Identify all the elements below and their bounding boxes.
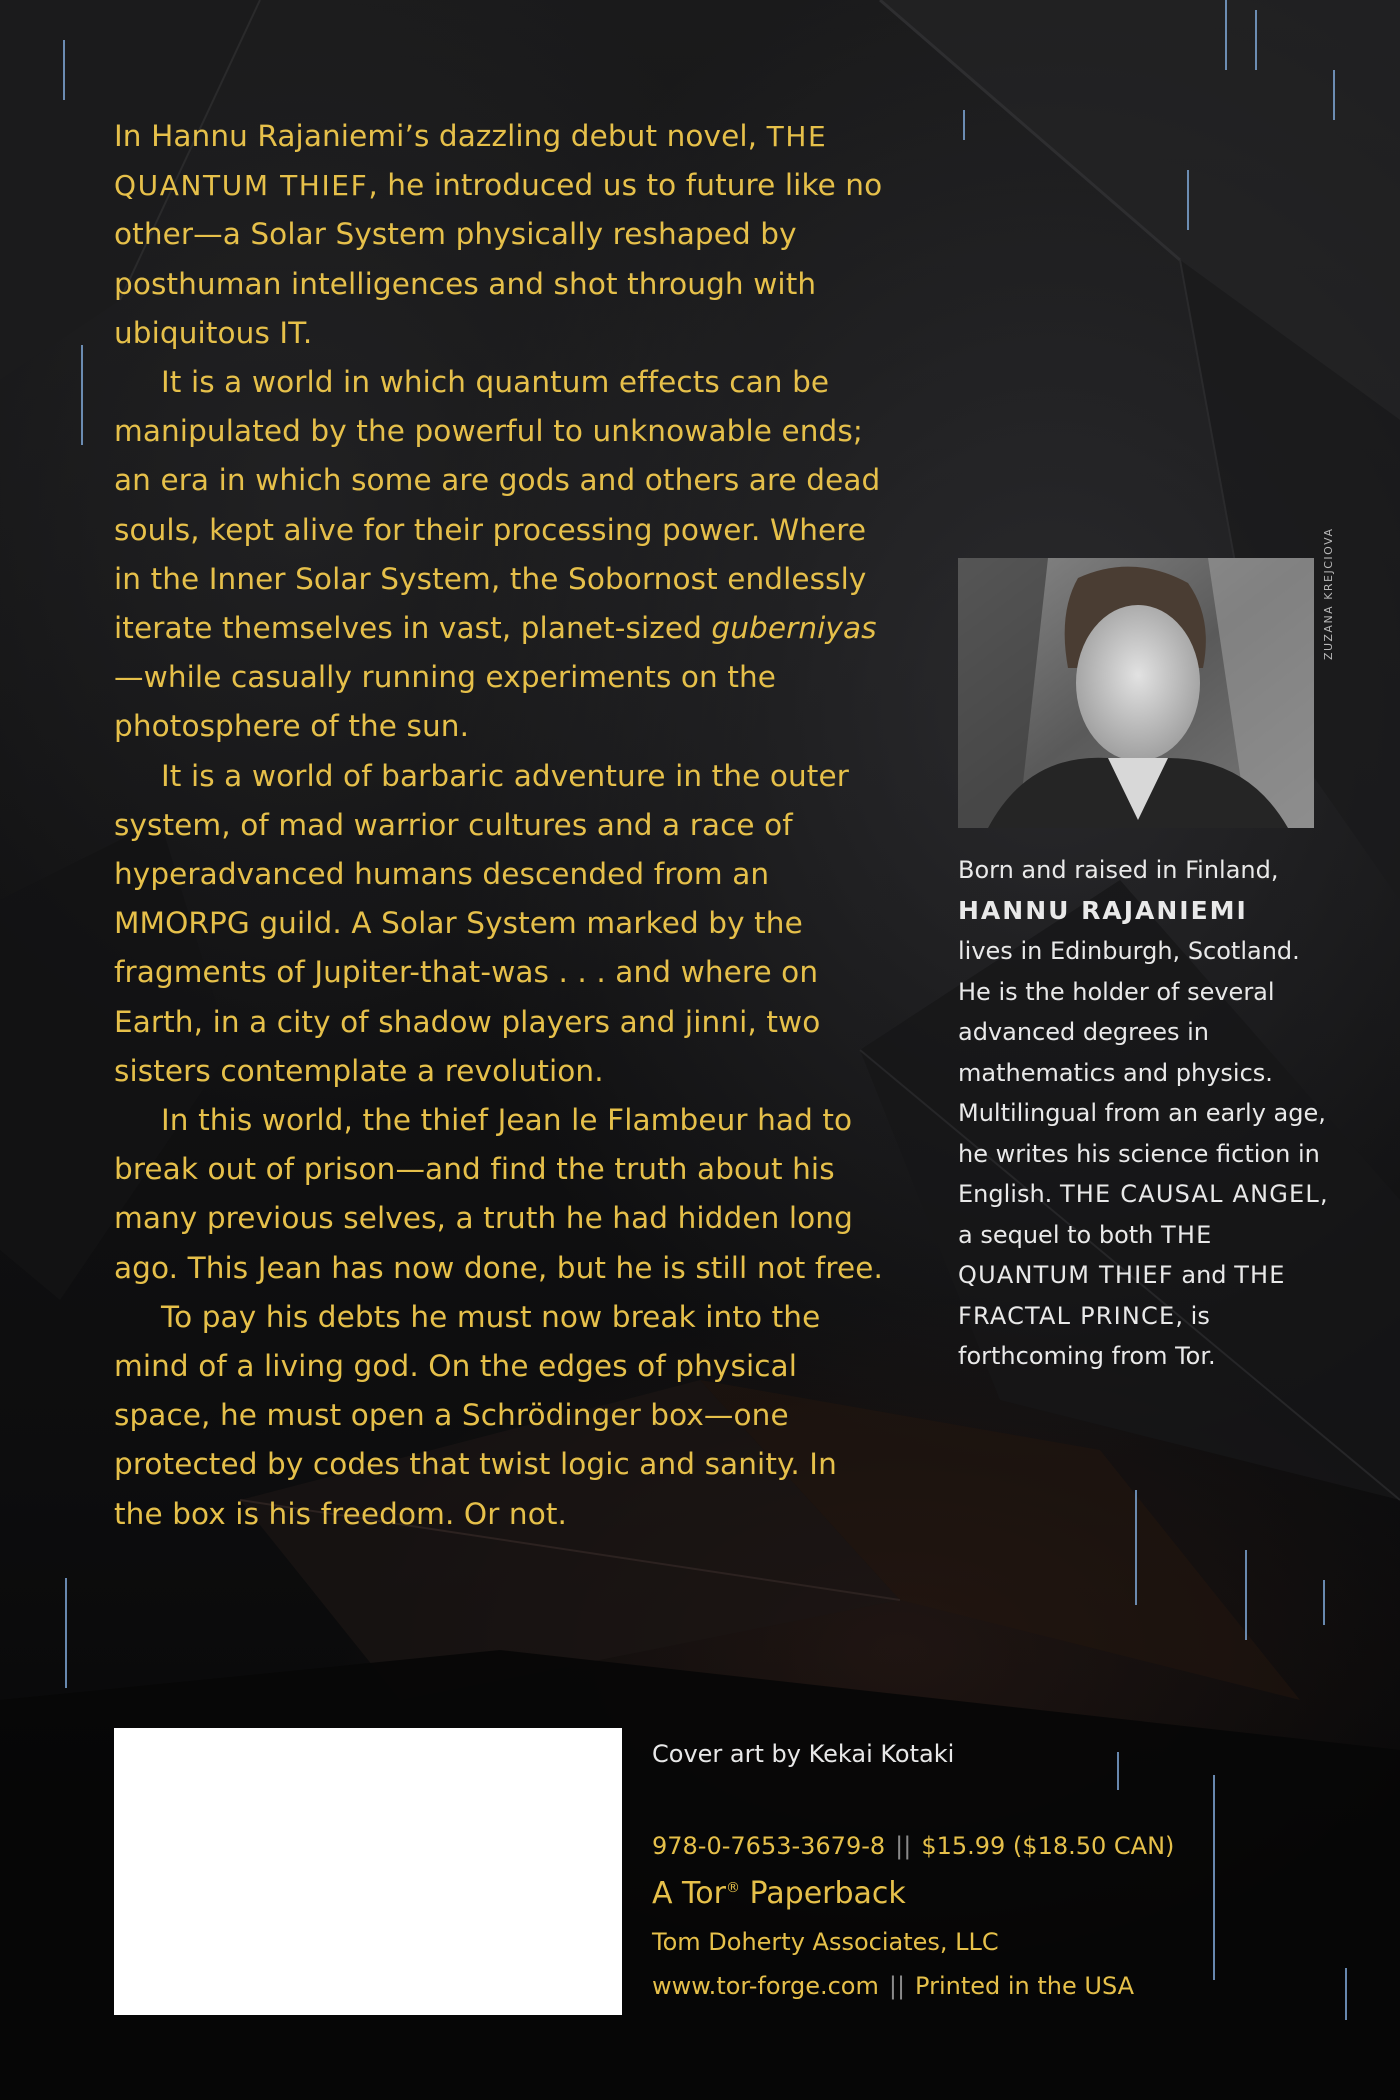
book-title-reference: THE QUANTUM THIEF bbox=[114, 120, 828, 203]
website-link[interactable]: www.tor-forge.com bbox=[652, 1972, 879, 2000]
price: $15.99 ($18.50 CAN) bbox=[921, 1832, 1175, 1860]
cover-art-credit: Cover art by Kekai Kotaki bbox=[652, 1740, 955, 1768]
isbn-price-line bbox=[652, 1832, 1174, 1860]
barcode-placeholder bbox=[114, 1728, 622, 2015]
bio-text: Born and raised in Finland, HANNU RAJANIEMI lives in Edinburgh, Scotland. He is the holder of several advanced degrees in mathematics and physics. Multilingual from an early age, he writes his science fiction in English. THE CAUSAL ANGEL, a sequel to both THE QUANTUM THIEF and THE FRACTAL PRINCE, is forthcoming from Tor. bbox=[958, 856, 1328, 1370]
synopsis-paragraph-1: In Hannu Rajaniemi’s dazzling debut novel, THE QUANTUM THIEF, he introduced us to future like no other—a Solar System physically reshaped by posthuman intelligences and shot through with ubiquitous IT. bbox=[114, 119, 883, 350]
author-name: HANNU RAJANIEMI bbox=[958, 895, 1248, 925]
synopsis-paragraph-3: It is a world of barbaric adventure in the outer system, of mad warrior cultures and a race of hyperadvanced humans descended from an MMORPG guild. A Solar System marked by the fragments of Jupiter-that-was . . . and where on Earth, in a city of shadow players and jinni, two sisters contemplate a revolution. bbox=[114, 758, 849, 1088]
synopsis-paragraph-2: It is a world in which quantum effects can be manipulated by the powerful to unknowable ends; an era in which some are gods and others are dead souls, kept alive for their processing power. Where in the Inner Solar System, the Sobornost endlessly iterate themselves in vast, planet-sized guberniyas—while casually running experiments on the photosphere of the sun. bbox=[114, 365, 881, 744]
isbn: 978-0-7653-3679-8 bbox=[652, 1832, 886, 1860]
separator: || bbox=[895, 1832, 912, 1860]
author-bio bbox=[958, 850, 1338, 1377]
synopsis-paragraph-5: To pay his debts he must now break into the mind of a living god. On the edges of physical space, he must open a Schrödinger box—one protected by codes that twist logic and sanity. In the box is his freedom. Or not. bbox=[114, 1299, 837, 1531]
photo-credit: ZUZANA KREJCIOVA bbox=[1322, 527, 1335, 660]
author-photo bbox=[958, 558, 1314, 828]
separator: || bbox=[888, 1972, 906, 2000]
publisher: Tom Doherty Associates, LLC bbox=[652, 1928, 999, 1956]
book-synopsis bbox=[114, 112, 894, 1539]
imprint-line: A Tor® Paperback bbox=[652, 1876, 906, 1911]
website-print-line bbox=[652, 1972, 1134, 2000]
synopsis-paragraph-4: In this world, the thief Jean le Flambeur had to break out of prison—and find the truth about his many previous selves, a truth he had hidden long ago. This Jean has now done, but he is still not free. bbox=[114, 1103, 883, 1285]
printed-location: Printed in the USA bbox=[915, 1972, 1135, 2000]
